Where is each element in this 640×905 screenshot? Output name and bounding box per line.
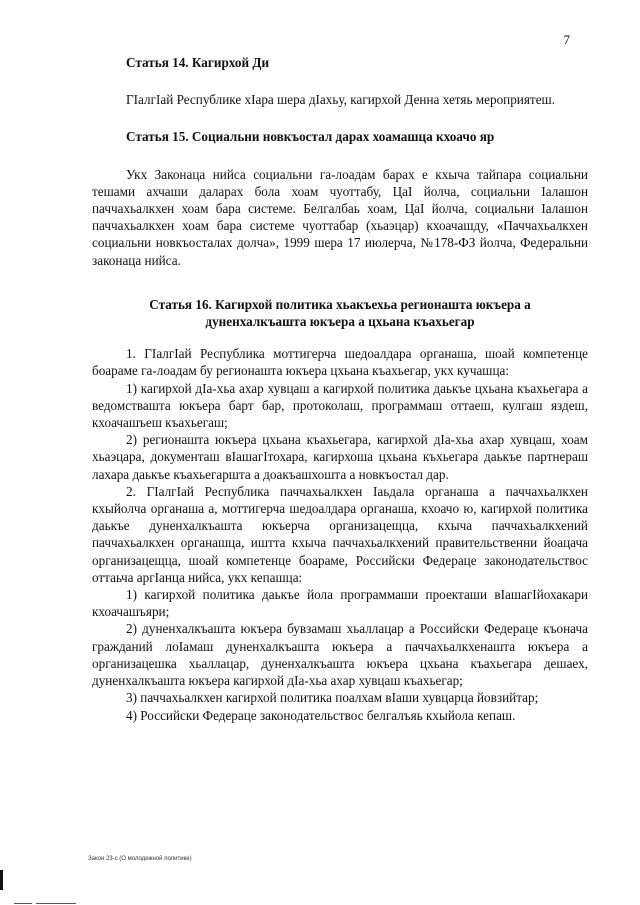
document-body <box>92 54 588 724</box>
article-15-paragraph: Укх Законаца нийса социальни га-лоадам барах е кхыча тайпара социальни тешами ахчаши даларах бола хоам чуоттабу, ЦаI йолча, социальни Iалашон паччахьалкхен хоам бара системе. Белгалбаь хоам, ЦаI йолча, социальни Iалашон паччахьалкхен хоам бара системе чуоттабар (хьаэцар) кхоачашду, «Паччахьалкхен социальни новкъосталах долча», 1999 шера 17 июлерча, №178-ФЗ йолча, Федеральни законаца нийса. <box>92 166 588 268</box>
article-16-item-2-4: 4) Российски Федераце законодательствос белгалъяь кхыйола кепаш. <box>126 707 516 723</box>
article-14-heading: Статья 14. Кагирхой Ди <box>126 55 270 70</box>
footer-note: Закон 23-с (О молодежной политике) <box>88 856 192 862</box>
article-16-paragraph-1: 1. ГIалгIай Республика моттигерча шедоалдара органаша, шоай компетенце боараме га-лоадам бу регионашта юкъера цхьана къахьегар, укх кучашца: <box>92 346 588 379</box>
article-15-heading: Статья 15. Социальни новкъостал дарах хоамашца кхоачо яр <box>126 129 495 145</box>
scan-edge-line <box>14 903 32 904</box>
article-16-item-1-2: 2) регионашта юкъера цхьана къахьегара, кагирхой дIа-хьа ахар хувцаш, хоам хьаэцара, документаш вIашагIтохара, кагирхоша цхьана къхьегара даькъе партнераш лахара даькъе къахьегаршта а доакъашхошта а новкъостал дар. <box>92 432 588 482</box>
article-16-item-2-2: 2) дуненхалкъашта юкъера бувзамаш хьаллацар а Российски Федераце къонача гражданий лоIамаш дуненхалкъашта юкъера а паччахьалкхенашта юкъера а организацешка хьаллацар, дуненхалкъашта юкъера цхьана къахьегара дешаех, дуненхалкъашта юкъера кагирхой дIа-хьа ахар хувцаш къахьегар; <box>92 621 588 689</box>
scan-edge-line <box>36 903 76 904</box>
article-16-paragraph-2: 2. ГIалгIай Республика паччахьалкхен Iаьдала органаша а паччахьалкхен кхыйолча органаша а, моттигерча шедоалдара органаша, кхоачо ю, кагирхой политика даькъе дуненхалкъашта юкъерча организацещца, кхыча паччахьалкхений паччахьалкхен органашца, иштта кхыча паччахьалкхений правительственни йоацача организацещца, шоай компетенце боараме, Российски Федераце законодательствос оттаьча аргIанца нийса, укх кепашца: <box>92 483 588 585</box>
article-14-paragraph: ГIалгIай Республике хIара шера дIахьу, кагирхой Денна хетяь мероприятеш. <box>126 92 556 108</box>
article-16-item-2-1: 1) кагирхой политика даькъе йола программаши проекташи вIашагIйохакари кхоачашъяри; <box>92 587 588 620</box>
page-number: 7 <box>563 32 570 47</box>
scan-edge-mark <box>0 870 3 890</box>
article-16-item-2-3: 3) паччахьалкхен кагирхой политика поалхам вIаши хувцарца йовзийтар; <box>126 690 539 706</box>
article-16-heading: Статья 16. Кагирхой политика хьакъехьа регионашта юкъера а дуненхалкъашта юкъера а цхьана къахьегар <box>149 296 531 330</box>
article-16-item-1-1: 1) кагирхой дIа-хьа ахар хувцаш а кагирхой политика даькъе цхьана къахьегара а ведомствашта юкъера барт бар, протоколаш, программаш оттаеш, кулгаш яздеш, кхоачашъеш къахьегаш; <box>92 380 588 431</box>
